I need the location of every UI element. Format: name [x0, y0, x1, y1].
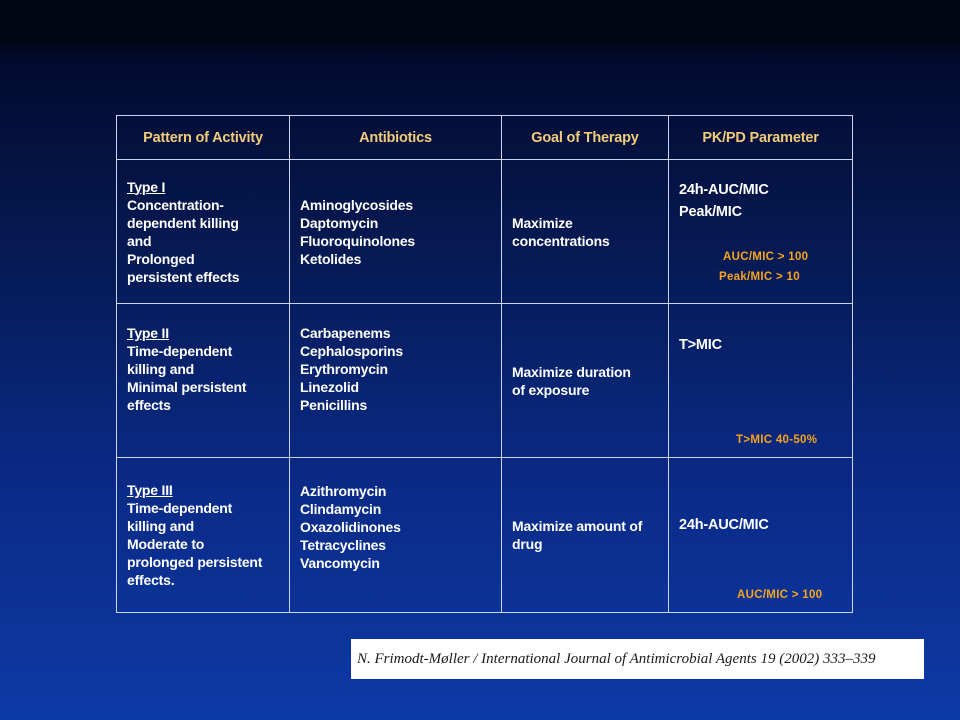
goal-line: drug: [512, 536, 543, 552]
antibiotic-name: Carbapenems: [300, 325, 391, 341]
goal-line: Maximize: [512, 214, 573, 231]
pattern-line: Minimal persistent: [127, 379, 247, 395]
pattern-line: killing and: [127, 518, 195, 534]
type-title: Type II: [127, 325, 169, 341]
pattern-line: effects.: [127, 572, 175, 588]
goal-line: Maximize duration: [512, 363, 631, 380]
header-goal-of-therapy: Goal of Therapy: [502, 116, 669, 160]
pattern-line: Time-dependent: [127, 343, 233, 359]
goal-cell: [502, 160, 669, 304]
pkpd-parameter: T>MIC: [679, 337, 722, 353]
goal-line: of exposure: [512, 381, 590, 398]
antibiotic-name: Azithromycin: [300, 483, 387, 499]
header-pattern-of-activity: Pattern of Activity: [117, 116, 290, 160]
pattern-line: Time-dependent: [127, 500, 233, 516]
target-value: Peak/MIC > 10: [719, 271, 800, 283]
pattern-line: prolonged persistent: [127, 554, 263, 570]
header-pkpd-parameter: PK/PD Parameter: [669, 116, 853, 160]
pattern-line: persistent effects: [127, 268, 240, 285]
pattern-line: Moderate to: [127, 536, 205, 552]
antibiotic-name: Ketolides: [300, 250, 362, 267]
type-title: Type I: [127, 178, 166, 195]
goal-line: concentrations: [512, 232, 610, 249]
pkpd-parameter-cell: [669, 458, 853, 613]
table-row-type-2: [117, 304, 853, 458]
antibiotics-cell: [290, 458, 502, 613]
goal-cell: [502, 458, 669, 613]
table-row-type-1: [117, 160, 853, 304]
target-value: AUC/MIC > 100: [723, 251, 809, 263]
pkpd-table: [116, 115, 853, 613]
antibiotic-name: Daptomycin: [300, 214, 379, 231]
pkpd-parameter-cell: [669, 160, 853, 304]
pattern-line: dependent killing: [127, 214, 239, 231]
type-title: Type III: [127, 482, 173, 498]
goal-cell: [502, 304, 669, 458]
pkpd-parameter: Peak/MIC: [679, 204, 742, 220]
table-row-type-3: [117, 458, 853, 613]
antibiotic-name: Cephalosporins: [300, 343, 403, 359]
antibiotic-name: Erythromycin: [300, 361, 388, 377]
target-value: T>MIC 40-50%: [736, 434, 818, 446]
pattern-cell: [117, 160, 290, 304]
antibiotic-name: Fluoroquinolones: [300, 232, 416, 249]
pattern-line: Concentration-: [127, 196, 224, 213]
pattern-cell: [117, 304, 290, 458]
pattern-line: killing and: [127, 361, 195, 377]
goal-line: Maximize amount of: [512, 518, 643, 534]
pattern-cell: [117, 458, 290, 613]
target-value: AUC/MIC > 100: [737, 589, 823, 601]
antibiotic-name: Linezolid: [300, 379, 359, 395]
table-header-row: [117, 116, 853, 160]
antibiotics-cell: [290, 160, 502, 304]
pkpd-parameter: 24h-AUC/MIC: [679, 517, 769, 533]
source-citation: N. Frimodt-Møller / International Journal of Antimicrobial Agents 19 (2002) 333–339: [351, 639, 924, 679]
top-dark-band: [0, 0, 960, 44]
antibiotic-name: Tetracyclines: [300, 537, 386, 553]
antibiotic-name: Penicillins: [300, 397, 368, 413]
pkpd-parameter-cell: [669, 304, 853, 458]
antibiotic-name: Aminoglycosides: [300, 196, 413, 213]
pkpd-parameter: 24h-AUC/MIC: [679, 182, 769, 198]
pattern-line: and: [127, 232, 152, 249]
antibiotics-cell: [290, 304, 502, 458]
pattern-line: Prolonged: [127, 250, 195, 267]
antibiotic-name: Oxazolidinones: [300, 519, 401, 535]
antibiotic-name: Vancomycin: [300, 555, 380, 571]
antibiotic-name: Clindamycin: [300, 501, 382, 517]
pattern-line: effects: [127, 397, 171, 413]
header-antibiotics: Antibiotics: [290, 116, 502, 160]
